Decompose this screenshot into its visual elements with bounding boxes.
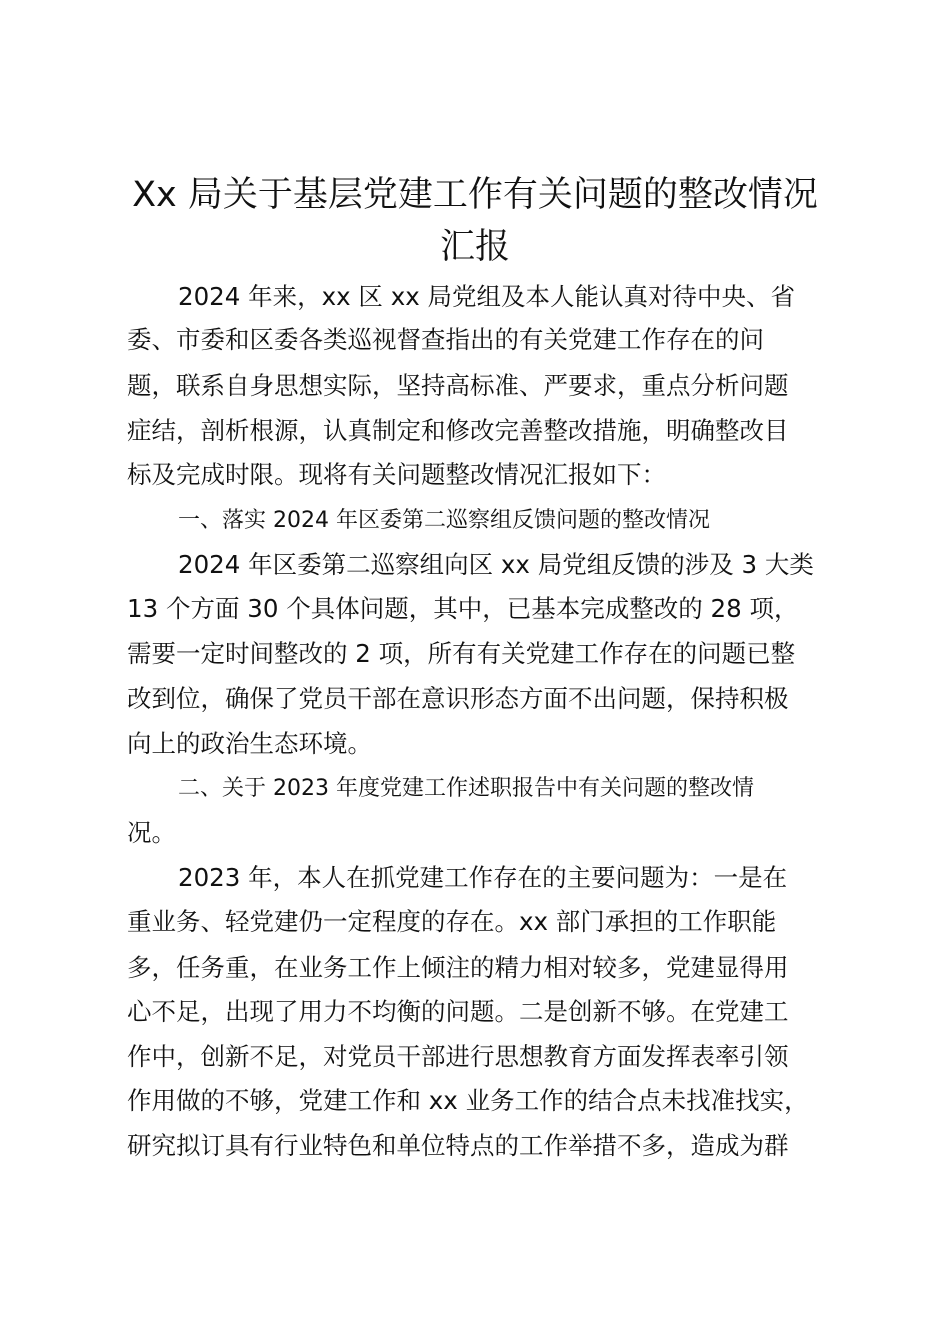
paragraph-section1-line-1: 2024 年区委第二巡察组向区 xx 局党组反馈的涉及 3 大类 xyxy=(178,550,814,579)
section-heading-2-line-2: 况。 xyxy=(127,818,176,847)
paragraph-section2-line-7: 研究拟订具有行业特色和单位特点的工作举措不多，造成为群 xyxy=(127,1131,789,1160)
paragraph-section2-line-6: 作用做的不够，党建工作和 xx 业务工作的结合点未找准找实， xyxy=(127,1086,809,1115)
paragraph-intro-line-1: 2024 年来，xx 区 xx 局党组及本人能认真对待中央、省 xyxy=(178,282,795,311)
paragraph-section1-line-5: 向上的政治生态环境。 xyxy=(127,729,372,758)
paragraph-intro-line-5: 标及完成时限。现将有关问题整改情况汇报如下： xyxy=(127,460,666,489)
section-heading-1: 一、落实 2024 年区委第二巡察组反馈问题的整改情况 xyxy=(178,508,710,533)
paragraph-section2-line-3: 多，任务重，在业务工作上倾注的精力相对较多，党建显得用 xyxy=(127,953,789,982)
document-title-line-1: Xx 局关于基层党建工作有关问题的整改情况 xyxy=(132,175,818,215)
paragraph-section1-line-4: 改到位，确保了党员干部在意识形态方面不出问题，保持积极 xyxy=(127,684,789,713)
paragraph-intro-line-4: 症结，剖析根源，认真制定和修改完善整改措施，明确整改目 xyxy=(127,416,789,445)
paragraph-intro-line-3: 题，联系自身思想实际，坚持高标准、严要求，重点分析问题 xyxy=(127,371,789,400)
paragraph-intro-line-2: 委、市委和区委各类巡视督查指出的有关党建工作存在的问 xyxy=(127,325,764,354)
paragraph-section2-line-5: 作中，创新不足，对党员干部进行思想教育方面发挥表率引领 xyxy=(127,1042,789,1071)
paragraph-section1-line-3: 需要一定时间整改的 2 项，所有有关党建工作存在的问题已整 xyxy=(127,639,796,668)
paragraph-section2-line-4: 心不足，出现了用力不均衡的问题。二是创新不够。在党建工 xyxy=(127,997,789,1026)
paragraph-section2-line-1: 2023 年，本人在抓党建工作存在的主要问题为：一是在 xyxy=(178,863,788,892)
section-heading-2-line-1: 二、关于 2023 年度党建工作述职报告中有关问题的整改情 xyxy=(178,776,754,801)
document-title-line-2: 汇报 xyxy=(439,227,510,267)
paragraph-section2-line-2: 重业务、轻党建仍一定程度的存在。xx 部门承担的工作职能 xyxy=(127,907,777,936)
paragraph-section1-line-2: 13 个方面 30 个具体问题，其中，已基本完成整改的 28 项， xyxy=(127,594,799,623)
